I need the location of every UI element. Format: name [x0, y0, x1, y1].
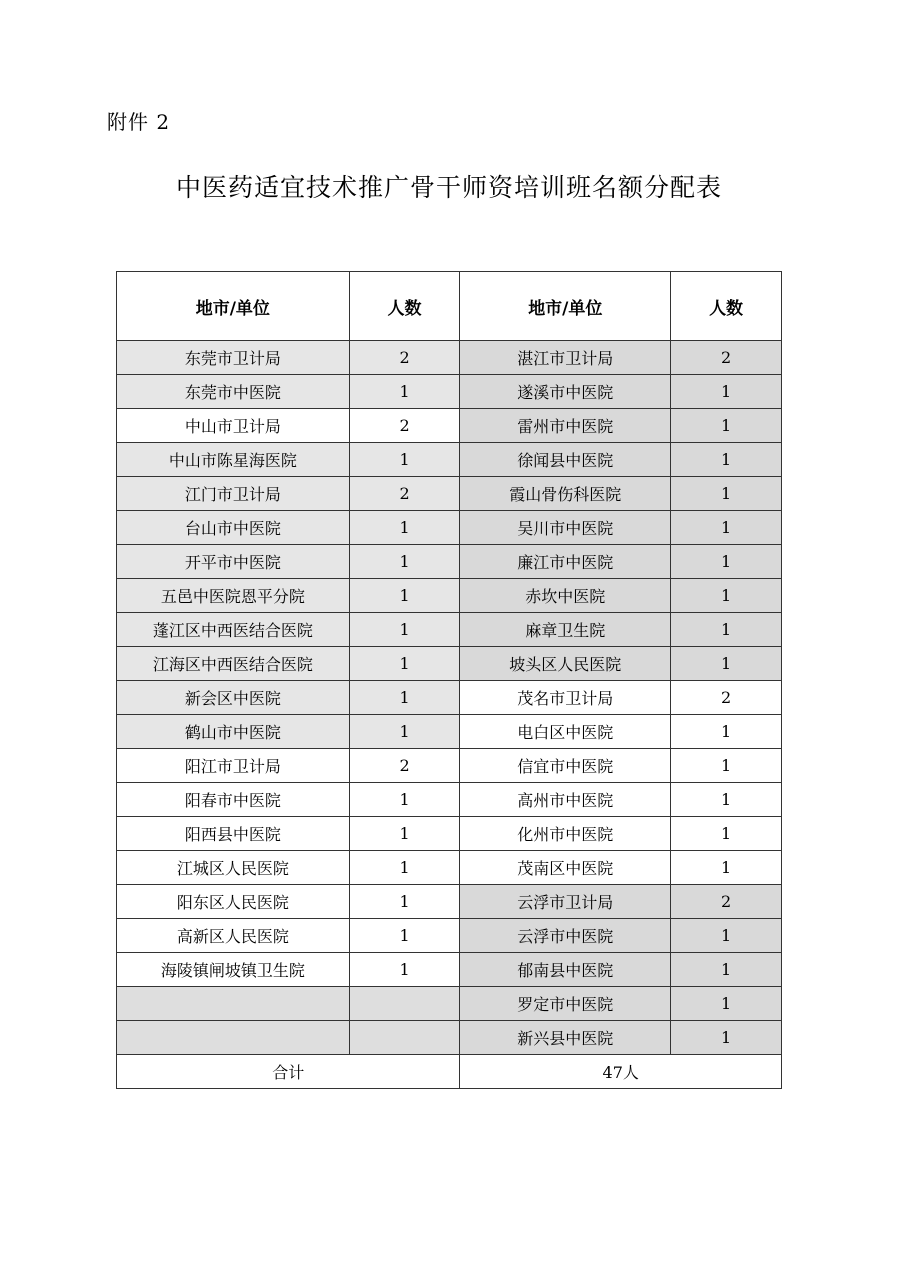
- right-unit-cell: 云浮市中医院: [460, 919, 671, 953]
- right-unit-cell: 徐闻县中医院: [460, 443, 671, 477]
- table-row: [117, 477, 782, 511]
- page-title: 中医药适宜技术推广骨干师资培训班名额分配表: [175, 173, 722, 202]
- left-unit-cell: 海陵镇闸坡镇卫生院: [117, 953, 350, 987]
- total-label: 合计: [117, 1055, 460, 1089]
- right-count-cell: 2: [671, 885, 782, 919]
- right-unit-cell: 新兴县中医院: [460, 1021, 671, 1055]
- left-unit-cell: [117, 987, 350, 1021]
- right-count-cell: 1: [671, 987, 782, 1021]
- left-unit-cell: 江城区人民医院: [117, 851, 350, 885]
- table-row: [117, 1021, 782, 1055]
- header-right-count: 人数: [671, 272, 782, 341]
- right-count-cell: 2: [671, 341, 782, 375]
- left-count-cell: 1: [349, 851, 460, 885]
- right-unit-cell: 云浮市卫计局: [460, 885, 671, 919]
- total-row: [117, 1055, 782, 1089]
- left-count-cell: 1: [349, 783, 460, 817]
- right-unit-cell: 郁南县中医院: [460, 953, 671, 987]
- table-row: [117, 579, 782, 613]
- right-count-cell: 1: [671, 1021, 782, 1055]
- right-unit-cell: 赤坎中医院: [460, 579, 671, 613]
- left-unit-cell: 阳西县中医院: [117, 817, 350, 851]
- header-left-unit: 地市/单位: [117, 272, 350, 341]
- right-unit-cell: 廉江市中医院: [460, 545, 671, 579]
- table-row: [117, 681, 782, 715]
- right-count-cell: 1: [671, 783, 782, 817]
- right-unit-cell: 吴川市中医院: [460, 511, 671, 545]
- left-unit-cell: 开平市中医院: [117, 545, 350, 579]
- total-value: 47人: [460, 1055, 782, 1089]
- left-unit-cell: 阳东区人民医院: [117, 885, 350, 919]
- right-count-cell: 1: [671, 511, 782, 545]
- right-unit-cell: 霞山骨伤科医院: [460, 477, 671, 511]
- right-count-cell: 1: [671, 715, 782, 749]
- left-count-cell: 1: [349, 647, 460, 681]
- table-row: [117, 817, 782, 851]
- left-unit-cell: 阳春市中医院: [117, 783, 350, 817]
- left-count-cell: 1: [349, 919, 460, 953]
- left-unit-cell: 中山市陈星海医院: [117, 443, 350, 477]
- table-row: [117, 511, 782, 545]
- left-count-cell: 2: [349, 341, 460, 375]
- left-count-cell: [349, 987, 460, 1021]
- table-row: [117, 885, 782, 919]
- left-unit-cell: 鹤山市中医院: [117, 715, 350, 749]
- table-row: [117, 613, 782, 647]
- right-unit-cell: 电白区中医院: [460, 715, 671, 749]
- left-unit-cell: 蓬江区中西医结合医院: [117, 613, 350, 647]
- table-row: [117, 341, 782, 375]
- attachment-label: 附件 2: [107, 110, 171, 134]
- left-count-cell: 1: [349, 375, 460, 409]
- right-unit-cell: 罗定市中医院: [460, 987, 671, 1021]
- left-unit-cell: 东莞市卫计局: [117, 341, 350, 375]
- table-row: [117, 783, 782, 817]
- left-count-cell: [349, 1021, 460, 1055]
- right-count-cell: 1: [671, 919, 782, 953]
- left-count-cell: 1: [349, 885, 460, 919]
- allocation-table: [116, 271, 782, 1089]
- left-count-cell: 1: [349, 953, 460, 987]
- left-count-cell: 2: [349, 409, 460, 443]
- right-count-cell: 1: [671, 817, 782, 851]
- right-count-cell: 1: [671, 613, 782, 647]
- left-count-cell: 2: [349, 477, 460, 511]
- left-count-cell: 1: [349, 681, 460, 715]
- right-unit-cell: 麻章卫生院: [460, 613, 671, 647]
- left-unit-cell: 江海区中西医结合医院: [117, 647, 350, 681]
- left-count-cell: 1: [349, 511, 460, 545]
- table-row: [117, 443, 782, 477]
- right-unit-cell: 茂名市卫计局: [460, 681, 671, 715]
- table-row: [117, 375, 782, 409]
- left-unit-cell: 新会区中医院: [117, 681, 350, 715]
- left-count-cell: 2: [349, 749, 460, 783]
- table-row: [117, 647, 782, 681]
- left-count-cell: 1: [349, 613, 460, 647]
- left-count-cell: 1: [349, 579, 460, 613]
- left-count-cell: 1: [349, 715, 460, 749]
- left-unit-cell: 江门市卫计局: [117, 477, 350, 511]
- right-count-cell: 1: [671, 647, 782, 681]
- right-count-cell: 1: [671, 545, 782, 579]
- header-left-count: 人数: [349, 272, 460, 341]
- left-unit-cell: 台山市中医院: [117, 511, 350, 545]
- table-row: [117, 851, 782, 885]
- table-row: [117, 409, 782, 443]
- right-count-cell: 1: [671, 375, 782, 409]
- right-unit-cell: 遂溪市中医院: [460, 375, 671, 409]
- right-unit-cell: 信宜市中医院: [460, 749, 671, 783]
- table-header-row: [117, 272, 782, 341]
- left-count-cell: 1: [349, 545, 460, 579]
- table-row: [117, 715, 782, 749]
- right-count-cell: 1: [671, 749, 782, 783]
- header-right-unit: 地市/单位: [460, 272, 671, 341]
- right-unit-cell: 坡头区人民医院: [460, 647, 671, 681]
- table-row: [117, 919, 782, 953]
- table-row: [117, 545, 782, 579]
- right-count-cell: 1: [671, 443, 782, 477]
- right-unit-cell: 高州市中医院: [460, 783, 671, 817]
- right-count-cell: 1: [671, 409, 782, 443]
- right-count-cell: 1: [671, 579, 782, 613]
- table-row: [117, 749, 782, 783]
- table-row: [117, 987, 782, 1021]
- right-unit-cell: 雷州市中医院: [460, 409, 671, 443]
- right-count-cell: 1: [671, 477, 782, 511]
- left-unit-cell: 高新区人民医院: [117, 919, 350, 953]
- left-unit-cell: 东莞市中医院: [117, 375, 350, 409]
- left-unit-cell: [117, 1021, 350, 1055]
- left-unit-cell: 阳江市卫计局: [117, 749, 350, 783]
- left-count-cell: 1: [349, 817, 460, 851]
- left-count-cell: 1: [349, 443, 460, 477]
- right-count-cell: 1: [671, 851, 782, 885]
- left-unit-cell: 中山市卫计局: [117, 409, 350, 443]
- right-unit-cell: 湛江市卫计局: [460, 341, 671, 375]
- left-unit-cell: 五邑中医院恩平分院: [117, 579, 350, 613]
- right-count-cell: 1: [671, 953, 782, 987]
- right-unit-cell: 茂南区中医院: [460, 851, 671, 885]
- table-row: [117, 953, 782, 987]
- right-unit-cell: 化州市中医院: [460, 817, 671, 851]
- right-count-cell: 2: [671, 681, 782, 715]
